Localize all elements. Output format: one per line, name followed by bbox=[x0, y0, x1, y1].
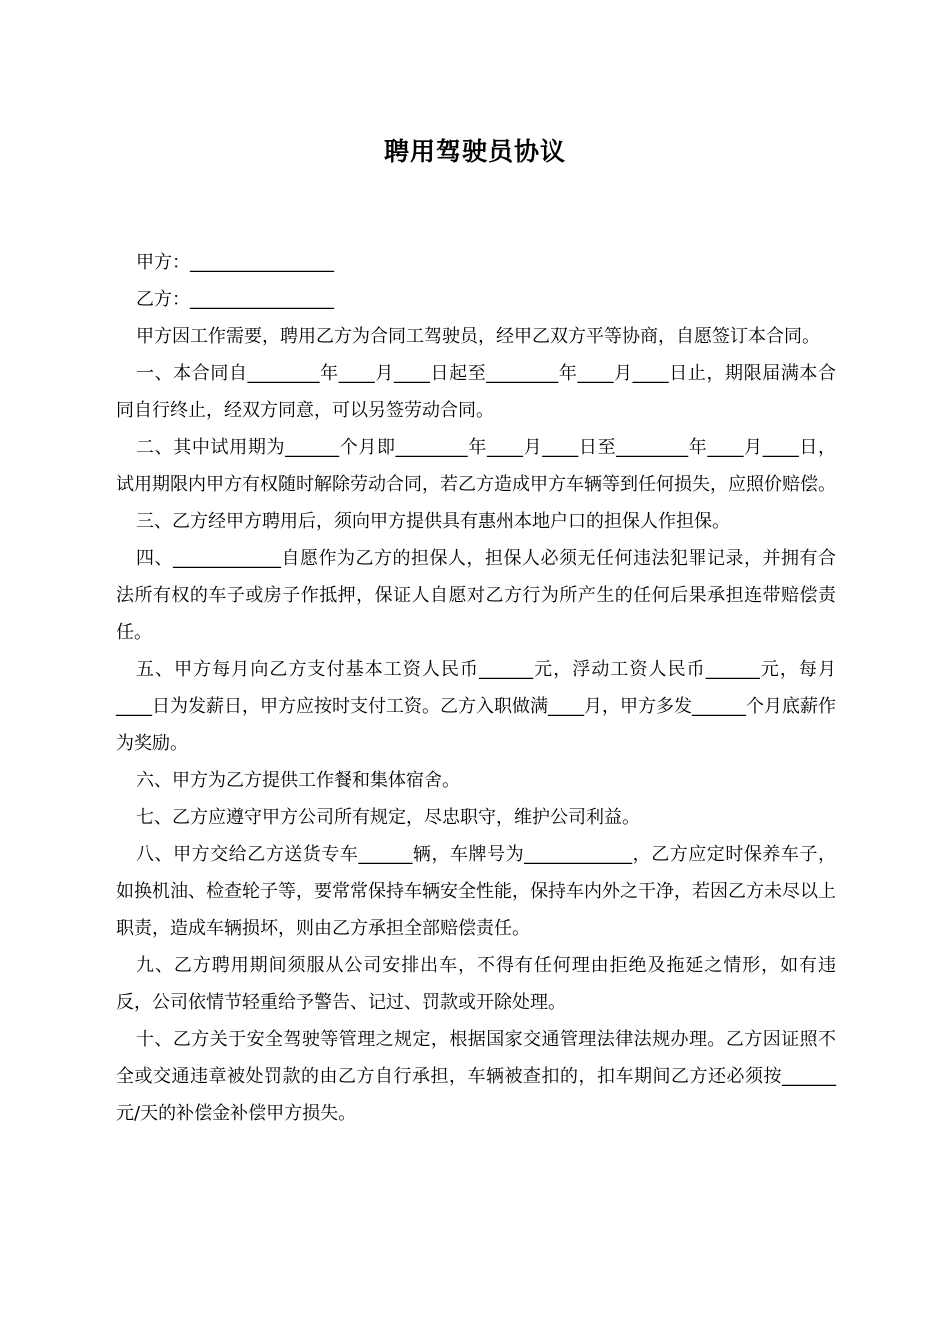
clause-1-contract-term: 一、本合同自________年____月____日起至________年____月____日止，期限届满本合同自行终止，经双方同意，可以另签劳动合同。 bbox=[116, 363, 836, 421]
document-title: 聘用驾驶员协议 bbox=[383, 137, 566, 166]
clause-3-guarantor-requirement: 三、乙方经甲方聘用后，须向甲方提供具有惠州本地户口的担保人作担保。 bbox=[136, 511, 730, 532]
document-body bbox=[116, 244, 836, 1132]
clause-8-vehicle: 八、甲方交给乙方送货专车______辆，车牌号为____________，乙方应定时保养车子，如换机油、检查轮子等，要常常保持车辆安全性能，保持车内外之干净，若因乙方未尽以上职责，造成车辆损坏，则由乙方承担全部赔偿责任。 bbox=[116, 844, 836, 939]
clause-5-salary: 五、甲方每月向乙方支付基本工资人民币______元，浮动工资人民币______元，每月____日为发薪日，甲方应按时支付工资。乙方入职做满____月，甲方多发______个月底薪作为奖励。 bbox=[116, 659, 836, 754]
clause-4-guarantor: 四、____________自愿作为乙方的担保人，担保人必须无任何违法犯罪记录，并拥有合法所有权的车子或房子作抵押，保证人自愿对乙方行为所产生的任何后果承担连带赔偿责任。 bbox=[116, 548, 836, 643]
clause-10-safety: 十、乙方关于安全驾驶等管理之规定，根据国家交通管理法律法规办理。乙方因证照不全或交通违章被处罚款的由乙方自行承担，车辆被查扣的，扣车期间乙方还必须按______元/天的补偿金补偿甲方损失。 bbox=[116, 1029, 836, 1124]
intro-paragraph: 甲方因工作需要，聘用乙方为合同工驾驶员，经甲乙双方平等协商，自愿签订本合同。 bbox=[136, 326, 820, 347]
clause-6-meals-dorm: 六、甲方为乙方提供工作餐和集体宿舍。 bbox=[136, 770, 460, 791]
party-b-line: 乙方：________________ bbox=[136, 289, 334, 310]
party-a-line: 甲方：________________ bbox=[136, 252, 334, 273]
clause-2-probation: 二、其中试用期为______个月即________年____月____日至________年____月____日，试用期限内甲方有权随时解除劳动合同，若乙方造成甲方车辆等到任何损失，应照价赔偿。 bbox=[116, 437, 836, 495]
clause-9-dispatch: 九、乙方聘用期间须服从公司安排出车，不得有任何理由拒绝及拖延之情形，如有违反，公司依情节轻重给予警告、记过、罚款或开除处理。 bbox=[116, 955, 836, 1013]
clause-7-rules: 七、乙方应遵守甲方公司所有规定，尽忠职守，维护公司利益。 bbox=[136, 807, 640, 828]
